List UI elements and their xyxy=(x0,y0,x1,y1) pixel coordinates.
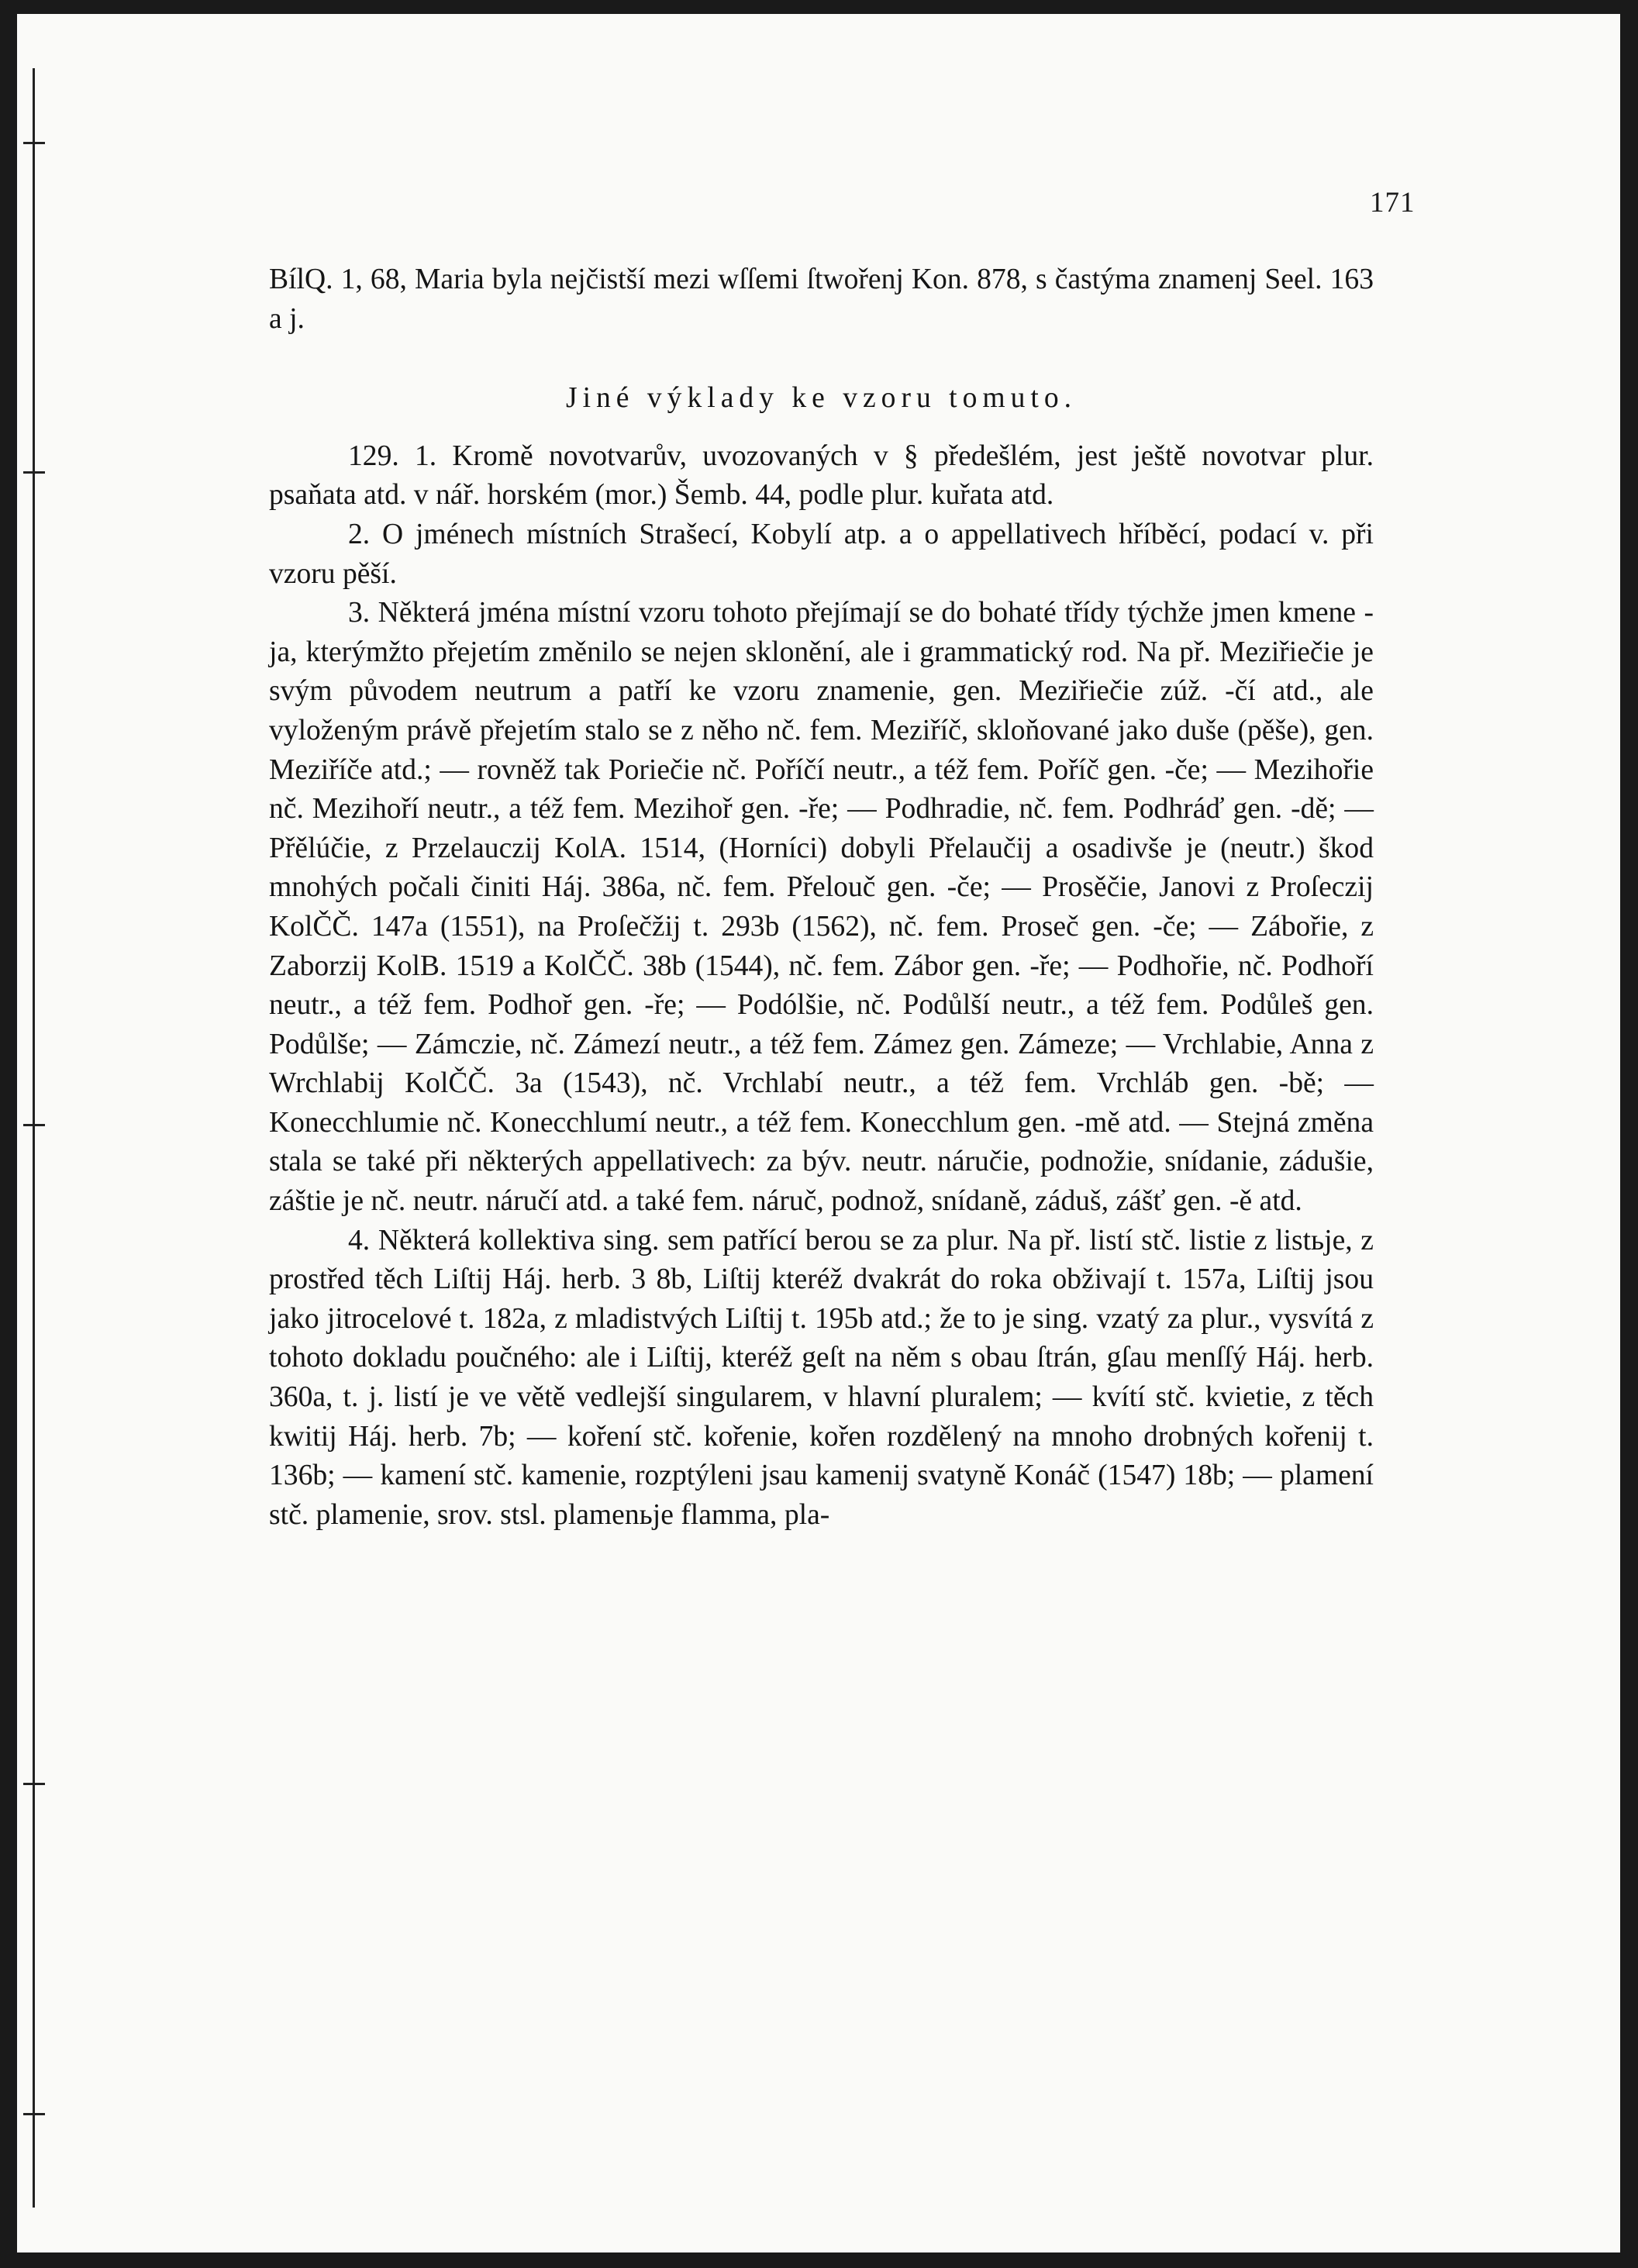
edge-tick-mark xyxy=(23,1124,45,1126)
edge-tick-mark xyxy=(23,142,45,144)
page-number: 171 xyxy=(1370,187,1416,219)
section-heading: Jiné výklady ke vzoru tomuto. xyxy=(565,382,1078,415)
edge-tick-mark xyxy=(23,1783,45,1785)
book-page xyxy=(17,14,1620,2252)
paragraph-2: 2. O jménech místních Strašecí, Kobylí atp. a o appellativech hříběcí, podací v. při vzoru pěší. xyxy=(269,518,1381,590)
paragraph-3: 3. Některá jména místní vzoru tohoto přejímají se do bohaté třídy týchže jmen kmene -ja, kterýmžto přejetím změnilo se nejen sklonění, ale i grammatický rod. Na př. Meziřiečie je svým původem neutrum a patří ke vzoru znamenie, gen. Meziřiečie zúž. -čí atd., ale vyloženým právě přejetím stalo se z něho nč. fem. Meziříč, skloňované jako duše (pěše), gen. Meziříče atd.; — rovněž tak Poriečie nč. Poříčí neutr., a též fem. Poříč gen. -če; — Mezihořie nč. Mezihoří neutr., a též fem. Mezihoř gen. -ře; — Podhradie, nč. fem. Podhráď gen. -dě; — Přělúčie, z Przelauczij KolA. 1514, (Horníci) dobyli Přelaučij a osadivše je (neutr.) škod mnohých počali činiti Háj. 386a, nč. fem. Přelouč gen. -če; — Prosěčie, Janovi z Proſeczij KolČČ. 147a (1551), na Proſečžij t. 293b (1562), nč. fem. Proseč gen. -če; — Zábořie, z Zaborzij KolB. 1519 a KolČČ. 38b (1544), nč. fem. Zábor gen. -ře; — Podhořie, nč. Podhoří neutr., a též fem. Podhoř gen. -ře; — Podólšie, nč. Podůlší neutr., a též fem. Podůleš gen. Podůlše; — Zámczie, nč. Zámezí neutr., a též fem. Zámez gen. Zámeze; — Vrchlabie, Anna z Wrchlabij KolČČ. 3a (1543), nč. Vrchlabí neutr., a též fem. Vrchláb gen. -bě; — Konecchlumie nč. Konecchlumí neutr., a též fem. Konecchlum gen. -mě atd. — Stejná změna stala se také při některých appellativech: za býv. neutr. náručie, podnožie, snídanie, zádušie, záštie je nč. neutr. náručí atd. a také fem. náruč, podnož, snídaně, záduš, zášť gen. -ě atd. xyxy=(269,597,1381,1218)
paragraph-129-1: 129. 1. Kromě novotvarův, uvozovaných v § předešlém, jest ještě novotvar plur. psaňata atd. v nář. horském (mor.) Šemb. 44, podle plur. kuřata atd. xyxy=(269,439,1381,512)
page-body xyxy=(269,260,1381,1535)
paragraph-4: 4. Některá kollektiva sing. sem patřící berou se za plur. Na př. listí stč. listie z listьje, z prostřed těch Liſtij Háj. herb. 3 8b, Liſtij kteréž dvakrát do roka obživají t. 157a, Liſtij jsou jako jitrocelové t. 182a, z mladistvých Liſtij t. 195b atd.; že to je sing. vzatý za plur., vysvítá z tohoto dokladu poučného: ale i Liſtij, kteréž geſt na něm s obau ſtrán, gſau menſſý Háj. herb. 360a, t. j. listí je ve větě vedlejší singularem, v hlavní pluralem; — kvítí stč. kvietie, z těch kwitij Háj. herb. 7b; — koření stč. kořenie, kořen rozdělený na mnoho drobných kořenij t. 136b; — kamení stč. kamenie, rozptýleni jsau kamenij svatyně Konáč (1547) 18b; — plamení stč. plamenie, srov. stsl. plamenьje flamma, pla- xyxy=(269,1224,1381,1531)
edge-tick-mark xyxy=(23,2113,45,2115)
edge-tick-mark xyxy=(23,471,45,474)
binding-edge-rule xyxy=(33,68,35,2208)
paragraph-intro: BílQ. 1, 68, Maria byla nejčistší mezi wſſemi ſtwořenj Kon. 878, s častýma znamenj Seel. 163 a j. xyxy=(269,264,1381,335)
